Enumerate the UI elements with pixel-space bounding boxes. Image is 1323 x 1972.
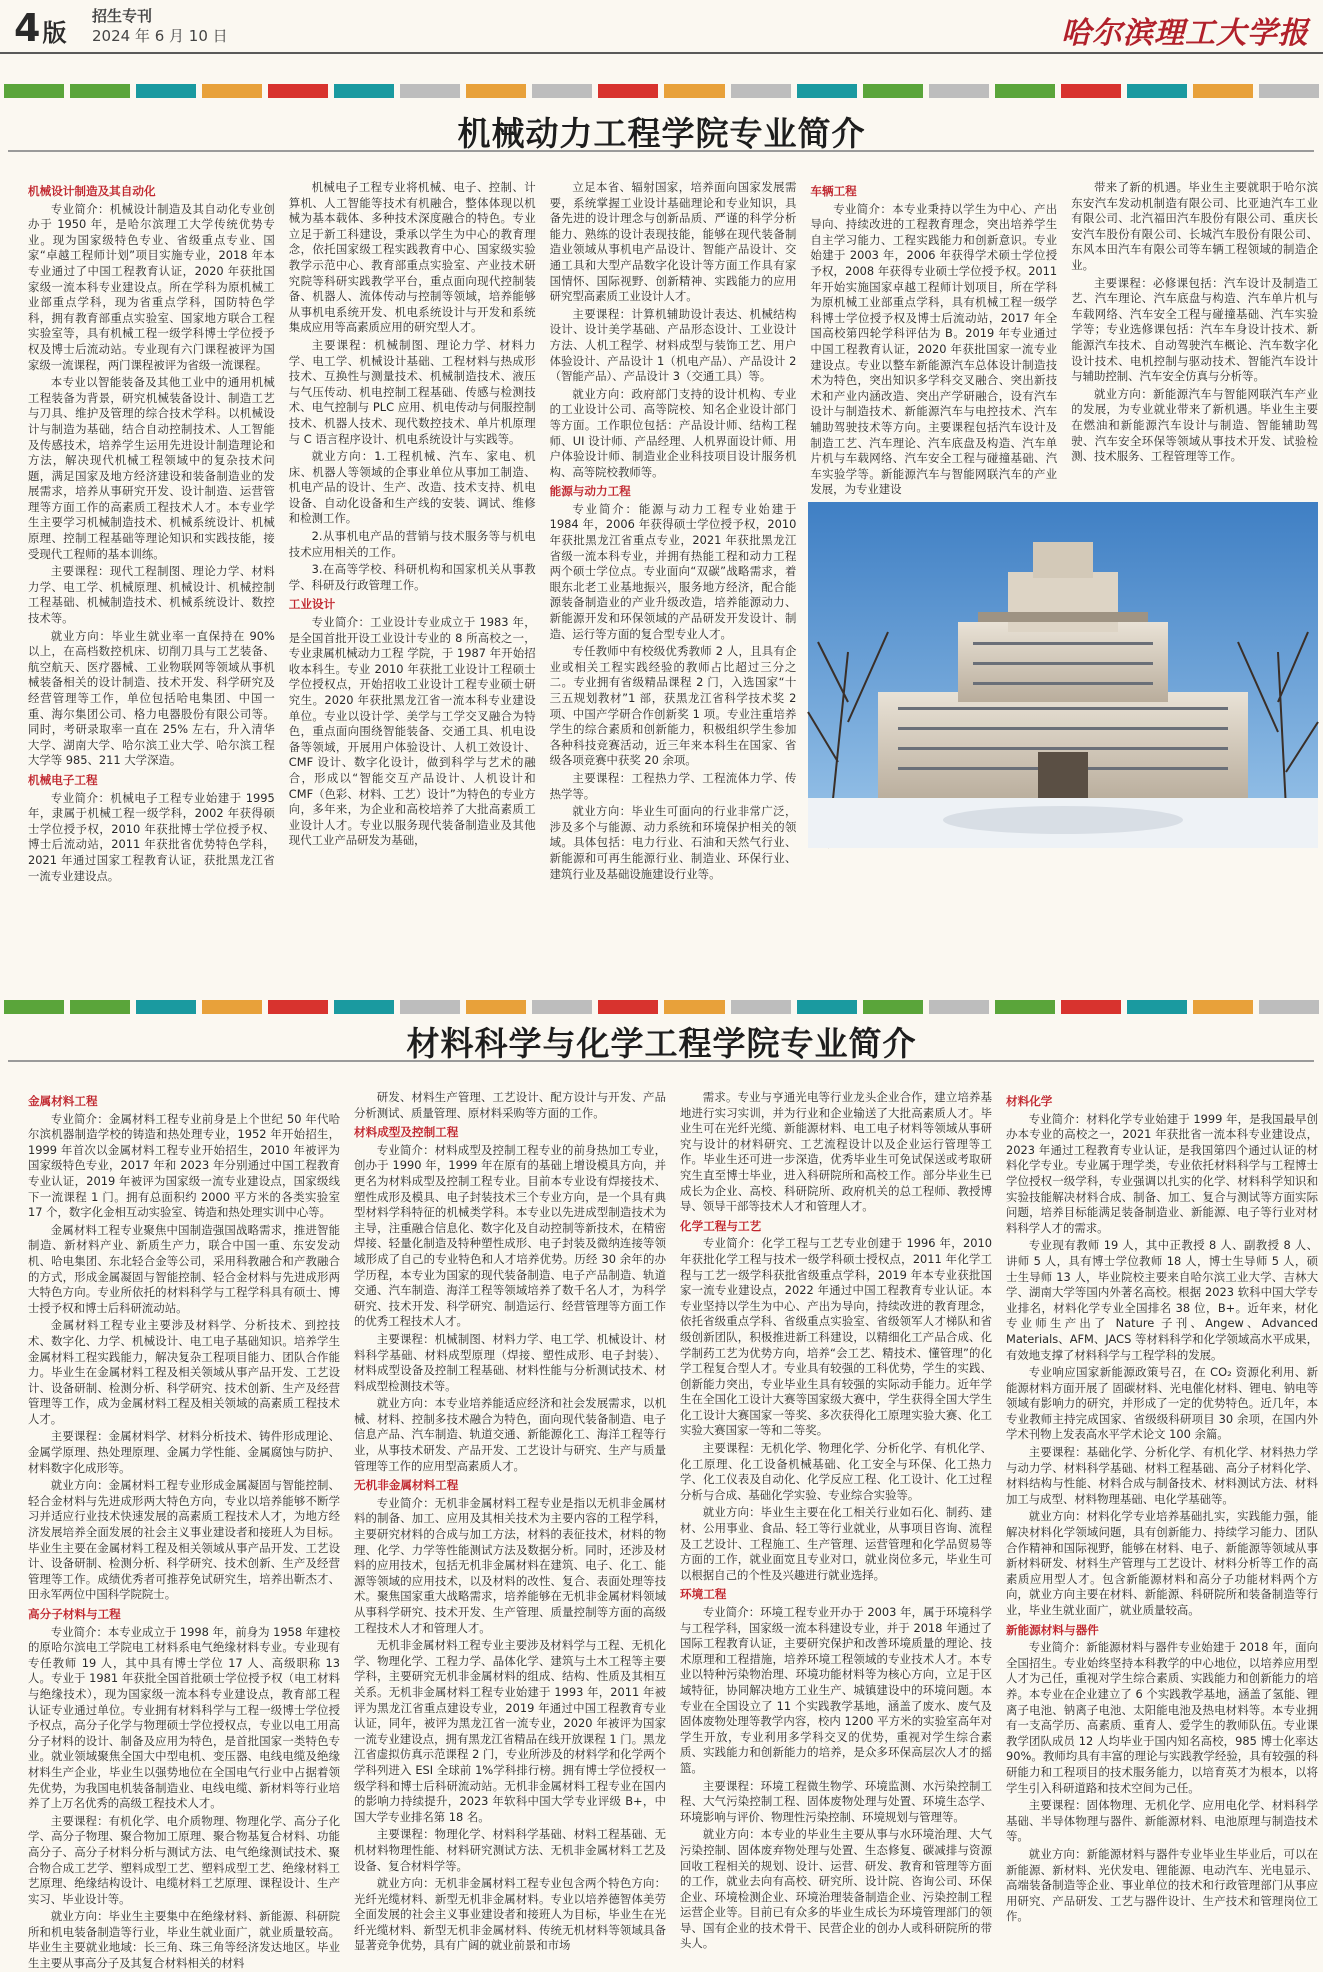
paragraph: 专业简介：工业设计专业成立于 1983 年，是全国首批开设工业设计专业的 8 所高校之一，专业隶属机械动力工程 学院，于 1987 年开始招收本科生。专业 2010 年获批工业设计工程硕士学位授权点，开始招收工业设计工程专业硕士研究生。2020 年获批黑龙江省一流本科专业建设单位。专业以设计学、美学与工学交叉融合为特色，重点面向围绕智能装备、交通工具、机电设备等领域，开展用户体验设计、人机工效设计、CMF 设计、数字化设计，做到科学与艺术的融合，形成以“智能交互产品设计、人机设计和 CMF（色彩、材料、工艺）设计”为特色的专业方向，多年来，为企业和高校培养了大批高素质工业设计人才。专业以服务现代装备制造业及其他现代工业产品研发为基础， <box>288 615 536 848</box>
color-bar-segment <box>1127 1000 1187 1014</box>
color-bar-middle <box>0 1000 1323 1014</box>
masthead-rule <box>0 52 1323 54</box>
page-number: 4版 <box>14 6 67 50</box>
color-bar-segment <box>400 84 460 98</box>
color-bar-segment <box>929 1000 989 1014</box>
major-heading: 工业设计 <box>288 597 336 612</box>
paragraph: 专业简介：环境工程专业开办于 2003 年，属于环境科学与工程学科，国家级一流本科建设专业，并于 2018 年通过了国际工程教育认证，主要研究保护和改善环境质量的理论、技术原理和工程措施，培养环境工程领域的专业技术人才。本专业以特种污染物治理、环境功能材料等为核心方向，立足于区域特征，协同解决地方工业生产、城镇建设中的环境问题。本专业在全国设立了 11 个实践教学基地，涵盖了废水、废气及固体废物处理等教学内容，校内 1200 平方米的实验室高年对学生开放，专业利用多学科交叉的优势，重视对学生综合素质、实践能力和创新能力的培养，是众多环保高层次人才的摇篮。 <box>680 1605 992 1775</box>
color-bar-segment <box>731 1000 791 1014</box>
color-bar-segment <box>400 1000 460 1014</box>
paragraph: 专业现有教师 19 人，其中正教授 8 人、副教授 8 人、讲师 5 人，具有博士学位教师 18 人，博士生导师 5 人，硕士生导师 13 人，毕业院校主要来自哈尔滨工业大学、吉林大学、湖南大学等国内外著名高校。根据 2023 软科中国大学专业排名，材料化学专业全国排名 38 位，B+。近年来，材化专业师生产出了 Nature 子刊、Angew、Advanced Materials、AFM、JACS 等材料科学和化学领域高水平成果，有效地支撑了材料科学与工程学科的发展。 <box>1006 1238 1318 1362</box>
paragraph: 主要课程：现代工程制图、理论力学、材料力学、电工学、机械原理、机械设计、机械控制工程基础、机械制造技术、机械系统设计、数控技术等。 <box>28 564 275 626</box>
color-bar-segment <box>1061 84 1121 98</box>
section2-column-2 <box>354 1090 666 1953</box>
paragraph: 专业简介：本专业秉持以学生为中心、产出导向、持续改进的工程教育理念，突出培养学生自主学习能力、工程实践能力和创新意识。专业始建于 2003 年，2006 年获得学术硕士学位授予权，2008 年获得专业硕士学位授予权。2011 年开始实施国家卓越工程师计划项目，所在学科为原机械工业部重点学科，具有机械工程一级学科博士学位授予权及博士后流动站，2017 年全国高校第四轮学科评估为 B。2019 年专业通过中国工程教育认证，2020 年获批国家一流专业建设点。专业以整车新能源汽车总体设计制造技术为特色，突出知识多学科交叉融合、突出新技术和产业内涵改造、突出产学研融合，设有汽车设计与制造技术、新能源汽车与电控技术、汽车辅助驾驶技术等方向。主要课程包括汽车设计及制造工艺、汽车理论、汽车底盘及构造、汽车单片机与车载网络、汽车安全工程与碰撞基础、汽车实验学等。新能源汽车与智能网联汽车的产业发展，为专业建设 <box>810 201 1058 497</box>
paragraph: 研发、材料生产管理、工艺设计、配方设计与开发、产品分析测试、质量管理、原材料采购等方面的工作。 <box>354 1090 666 1120</box>
paragraph: 专业简介：金属材料工程专业前身是上个世纪 50 年代哈尔滨机器制造学校的铸造和热处理专业，1952 年开始招生，1999 年首次以金属材料工程专业开始招生，2010 年被评为国家级特色专业，2017 年和 2023 年分别通过中国工程教育专业认证，2019 年被评为国家级一流专业建设点，国家级线下一流课程 1 门。拥有总面积约 2000 平方米的各类实验室 17 个，数字化金相互动实验室、铸造和热处理实训中心等。 <box>28 1111 340 1220</box>
paragraph: 专业简介：本专业成立于 1998 年，前身为 1958 年建校的原哈尔滨电工学院电工材料系电气绝缘材料专业。专业现有专任教师 19 人，其中具有博士学位 17 人、高级职称 13 人。专业于 1981 年获批全国首批硕士学位授予权（电工材料与绝缘技术），现为国家级一流本科专业建设点，教育部工程认证专业通过单位。专业拥有材料科学与工程一级博士学位授予权点，高分子化学与物理硕士学位授权点，专业以电工用高分子材料的设计、制备及应用为特色，是首批国家一类特色专业。就业领域聚焦全国大中型电机、变压器、电线电缆及绝缘材料生产企业，毕业生以强势地位在全国电气行业中占据着领先优势，为我国电机装备制造业、电线电缆、新材料等行业培养了上万名优秀的高级工程技术人才。 <box>28 1624 340 1811</box>
paragraph: 专业简介：材料化学专业始建于 1999 年，是我国最早创办本专业的高校之一，2021 年获批省一流本科专业建设点，2023 年通过工程教育专业认证，是我国第四个通过认证的材料化学专业。专业属于理学类，专业依托材料科学与工程博士学位授权一级学科，专业强调以扎实的化学、材料科学知识和实验技能解决材料合成、制备、加工、复合与测试等方面实际问题，培养目标能满足装备制造业、新能源、电子等行业对材料科学人才的需求。 <box>1006 1111 1318 1235</box>
campus-building-image <box>808 502 1318 848</box>
paragraph: 就业方向：本专业培养能适应经济和社会发展需求，以机械、材料、控制多技术融合为特色，面向现代装备制造、电子信息产品、汽车制造、轨道交通、新能源化工、海洋工程等行业，从事技术研发、产品开发、工艺设计与研究、生产与质量管理等工作的应用型高素质人才。 <box>354 1396 666 1473</box>
section1-title: 机械动力工程学院专业简介 <box>457 114 866 153</box>
color-bar-segment <box>4 1000 64 1014</box>
section1-column-2 <box>289 180 536 880</box>
paragraph: 就业方向：政府部门支持的设计机构、专业的工业设计公司、高等院校、知名企业设计部门等方面。工作职位包括：产品设计师、结构工程师、UI 设计师、产品经理、人机界面设计师、用户体验设计师、制造业企业科技项目设计服务机构、高等院校教师等。 <box>549 386 797 479</box>
color-bar-segment <box>466 1000 526 1014</box>
masthead-meta <box>92 6 228 46</box>
paragraph: 主要课程：基础化学、分析化学、有机化学、材料热力学与动力学、材料科学基础、材料工程基础、高分子材料化学、材料结构与性能、材料合成与制备技术、材料测试方法、材料加工与成型、材料物理基础、电化学基础等。 <box>1006 1445 1318 1506</box>
major-heading: 机械电子工程 <box>28 772 98 787</box>
section1-column-3 <box>550 180 797 880</box>
section1-column-5 <box>1071 180 1318 492</box>
paragraph: 就业方向：毕业生主要在化工相关行业如石化、制药、建材、公用事业、食品、轻工等行业就业，从事项目咨询、流程及工艺设计、工程施工、生产管理、运营管理和化学品贸易等方面的工作，就业面宽且专业对口，就业岗位多元，毕业生可以根据自己的个性及兴趣进行就业选择。 <box>680 1505 992 1582</box>
paragraph: 主要课程：有机化学、电介质物理、物理化学、高分子化学、高分子物理、聚合物加工原理、聚合物基复合材料、功能高分子、高分子材料分析与测试方法、电气绝缘测试技术、聚合物合成工艺学、塑料成型工艺、塑料成型工艺、绝缘材料工艺原理、绝缘结构设计、电缆材料工艺原理、课程设计、生产实习、毕业设计等。 <box>28 1813 340 1906</box>
color-bar-segment <box>1193 1000 1253 1014</box>
major-heading: 金属材料工程 <box>28 1094 98 1108</box>
paragraph: 主要课程：机械制图、理论力学、材料力学、电工学、机械设计基础、工程材料与热成形技术、互换性与测量技术、机械制造技术、液压与气压传动、机电控制工程基础、传感与检测技术、电气控制与 PLC 应用、机电传动与伺服控制技术、机器人技术、现代数控技术、单片机原理与 C 语言程序设计、机电系统设计与实践等。 <box>288 337 536 446</box>
color-bar-segment <box>334 1000 394 1014</box>
color-bar-segment <box>70 1000 130 1014</box>
paragraph: 就业方向：无机非金属材料工程专业包含两个特色方向：光纤光缆材料、新型无机非金属材料。专业以培养德智体美劳全面发展的社会主义事业建设者和接班人为目标，毕业生在光纤光缆材料、新型无机非金属材料、传统无机材料等领域具备显著竞争优势，具有广阔的就业前景和市场 <box>354 1876 666 1953</box>
section2-title: 材料科学与化学工程学院专业简介 <box>406 1024 917 1063</box>
color-bar-segment <box>929 84 989 98</box>
masthead <box>0 0 1323 60</box>
color-bar-segment <box>1259 1000 1319 1014</box>
color-bar-segment <box>70 84 130 98</box>
color-bar-top <box>0 84 1323 98</box>
paragraph: 机械电子工程专业将机械、电子、控制、计算机、人工智能等技术有机融合，整体体现以机械为基本载体、多种技术深度融合的特色。专业立足于新工科建设，秉承以学生为中心的教育理念，依托国家级工程实践教育中心、国家级实验教学示范中心、教育部重点实验室、产业技术研究院等科研实践教学平台，重点面向现代控制装备、机器人、流体传动与控制等领域，培养能够从事机电系统开发、机电系统设计与开发和系统集成应用等高素质应用的研究型人才。 <box>288 180 536 335</box>
color-bar-segment <box>664 1000 724 1014</box>
paragraph: 主要课程：必修课包括：汽车设计及制造工艺、汽车理论、汽车底盘与构造、汽车单片机与车载网络、汽车安全工程与碰撞基础、汽车实验学等；专业选修课包括：汽车车身设计技术、新能源汽车技术、自动驾驶汽车概论、汽车数字化设计技术、电机控制与驱动技术、智能汽车设计与辅助控制、汽车安全仿真与分析等。 <box>1071 275 1318 384</box>
paragraph: 本专业以智能装备及其他工业中的通用机械工程装备为背景，研究机械装备设计、制造工艺与刀具、维护及管理的综合技术学科。以机械设计与制造为基础，结合自动控制技术、人工智能及传感技术，培养学生运用先进设计制造理论和方法，解决现代机械工程领域中的复杂技术问题，满足国家及地方经济建设和装备制造业的发展需求，培养从事研究开发、设计制造、运营管理等方面工作的高素质工程技术人才。本专业学生主要学习机械制造技术、机械系统设计、机械原理、控制工程基础等理论知识和实践技能，接受现代工程师的基本训练。 <box>28 375 275 561</box>
color-bar-segment <box>532 1000 592 1014</box>
paragraph: 金属材料工程专业聚焦中国制造强国战略需求，推进智能制造、新材料产业、新质生产力，联合中国一重、东安发动机、哈电集团、东北轻合金等公司，采用科教融合和产教融合的方式，形成金属凝固与智能控制、轻合金材料与先进成形两大特色方向。专业所依托的材料科学与工程学科具有硕士、博士授予权和博士后科研流动站。 <box>28 1222 340 1315</box>
paragraph: 主要课程：计算机辅助设计表达、机械结构设计、设计美学基础、产品形态设计、工业设计方法、人机工程学、材料成型与装饰工艺、用户体验设计、产品设计 1（机电产品）、产品设计 2（智能产品）、产品设计 3（交通工具）等。 <box>549 306 797 384</box>
paragraph: 专任教师中有校级优秀教师 2 人，且具有企业或相关工程实践经验的教师占比超过三分之二。专业拥有省级精品课程 2 门，入选国家“十三五规划教材”1 部，获黑龙江省科学技术奖 2 项、中国产学研合作创新奖 1 项。专业注重培养学生的综合素质和创新能力，积极组织学生参加各种科技竞赛活动，近三年来本科生在国家、省级各项竞赛中获奖 20 余项。 <box>549 644 797 768</box>
major-heading: 高分子材料与工程 <box>28 1607 121 1621</box>
section1-column-4 <box>810 180 1058 497</box>
paragraph: 就业方向：本专业的毕业生主要从事与水环境治理、大气污染控制、固体废弃物处理与处置、生态修复、碳减排与资源回收工程相关的规划、设计、运营、研发、教育和管理等方面的工作，就业去向有高校、研究所、设计院、咨询公司、环保企业、环境检测企业、环境治理装备制造企业、污染控制工程运营企业等。目前已有众多的毕业生成长为环境管理部门的领导、国有企业的技术骨干、民营企业的创办人或科研院所的带头人。 <box>680 1827 992 1951</box>
major-heading: 环境工程 <box>680 1587 727 1602</box>
color-bar-segment <box>1061 1000 1121 1014</box>
section2-body <box>28 1090 1318 1971</box>
color-bar-segment <box>797 1000 857 1014</box>
paragraph: 就业方向：毕业生主要集中在绝缘材料、新能源、科研院所和机电装备制造等行业，毕业生就业面广，就业质量较高。毕业生主要就业地域：长三角、珠三角等经济发达地区。毕业生主要从事高分子及其复合材料相关的材料 <box>28 1909 340 1971</box>
color-bar-segment <box>863 1000 923 1014</box>
color-bar-segment <box>532 84 592 98</box>
color-bar-segment <box>4 84 64 98</box>
color-bar-segment <box>731 84 791 98</box>
color-bar-segment <box>1127 84 1187 98</box>
color-bar-segment <box>1193 84 1253 98</box>
paragraph: 专业简介：新能源材料与器件专业始建于 2018 年，面向全国招生。专业始终坚持本科教学的中心地位，以培养应用型人才为己任，重视对学生综合素质、实践能力和创新能力的培养。本专业在企业建立了 6 个实践教学基地，涵盖了氢能、锂离子电池、钠离子电池、太阳能电池及热电材料等。本专业拥有一支高学历、高素质、重育人、爱学生的教师队伍。专业课教学团队成员 12 人均毕业于国内知名高校，985 博士化率达 90%。教师均具有丰富的理论与实践教学经验，具有较强的科研能力和工程项目的技术服务能力，以培育英才为根本，以将学生引入科研道路和技术空间为己任。 <box>1006 1640 1318 1795</box>
color-bar-segment <box>797 84 857 98</box>
paragraph: 无机非金属材料工程专业主要涉及材料学与工程、无机化学、物理化学、工程力学、晶体化学、建筑与土木工程等主要学科，主要研究无机非金属材料的组成、结构、性质及其相互关系。无机非金属材料工程专业始建于 1993 年，2011 年被评为黑龙江省重点建设专业，2019 年通过中国工程教育专业认证，同年，被评为黑龙江省一流专业，2020 年被评为国家一流专业建设点，拥有黑龙江省精品在线开放课程 1 门。黑龙江省虚拟仿真示范课程 2 门，专业所涉及的材料学和化学两个学科列进入 ESI 全球前 1%学科排行榜。拥有博士学位授权一级学科和博士后科研流动站。无机非金属材料工程专业在国内的影响力持续提升，2023 年软科中国大学专业评级 B+，中国大学专业排名第 18 名。 <box>354 1638 666 1824</box>
paragraph: 3.在高等学校、科研机构和国家机关从事教学、科研及行政管理工作。 <box>288 562 536 592</box>
color-bar-segment <box>466 84 526 98</box>
major-heading: 能源与动力工程 <box>549 484 631 499</box>
paragraph: 就业方向：毕业生可面向的行业非常广泛，涉及多个与能源、动力系统和环境保护相关的领域。具体包括：电力行业、石油和天然气行业、新能源和可再生能源行业、制造业、环保行业、建筑行业及基础设施建设行业等。 <box>549 804 797 881</box>
newspaper-name: 哈尔滨理工大学报 <box>1061 16 1309 51</box>
section2-column-3 <box>680 1090 992 1951</box>
color-bar-segment <box>995 1000 1055 1014</box>
paragraph: 专业简介：化学工程与工艺专业创建于 1996 年，2010 年获批化学工程与技术一级学科硕士授权点，2011 年化学工程与工艺一级学科获批省级重点学科，2019 年本专业获批国家一流专业建设点，2022 年通过中国工程教育专业认证。本专业坚持以学生为中心、产出为导向，持续改进的教育理念，依托省级重点学科、省级重点实验室、省级领军人才梯队和省级创新团队，积极推进新工科建设，以精细化工产品合成、化学制药工艺为优势方向，培养“会工艺、精技术、懂管理”的化学工程复合型人才。专业具有较强的工科优势，学生的实践、创新能力突出，专业毕业生具有较强的实际动手能力。近年学生在全国化工设计大赛等国家级大赛中，学生获得全国大学生化工设计大赛国家一等奖、多次获得化工原理实验大赛、化工实验大赛国家一等和二等奖。 <box>680 1236 992 1438</box>
major-heading: 无机非金属材料工程 <box>354 1478 459 1493</box>
paragraph: 专业简介：无机非金属材料工程专业是指以无机非金属材料的制备、加工、应用及其相关技术为主要内容的工程学科，主要研究材料的合成与加工方法，材料的表征技术，材料的物理、化学、力学等性能测试方法及数据分析。同时，还涉及材料的应用技术，包括无机非金属材料在建筑、电子、化工、能源等领域的应用技术，以及材料的改性、复合、表面处理等技术。聚焦国家重大战略需求，培养能够在无机非金属材料领域从事科学研究、技术开发、生产管理、质量控制等方面的高级工程技术人才和管理人才。 <box>354 1495 666 1635</box>
paragraph: 立足本省、辐射国家，培养面向国家发展需要，系统掌握工业设计基础理论和专业知识，具备先进的设计理念与创新品质、严谨的科学分析能力、熟练的设计表现技能，能够在现代装备制造业领域从事机电产品设计、智能产品设计、交通工具和大型产品数字化设计等方面工作具有家国情怀、国际视野、创新精神、实践能力的应用研究型高素质工业设计人才。 <box>549 180 797 304</box>
issue-date: 2024 年 6 月 10 日 <box>92 27 228 45</box>
color-bar-segment <box>598 84 658 98</box>
section2-column-4 <box>1006 1090 1318 1924</box>
campus-photo <box>808 502 1318 848</box>
paragraph: 就业方向：金属材料工程专业形成金属凝固与智能控制、轻合金材料与先进成形两大特色方向，专业以培养能够不断学习并适应行业技术快速发展的高素质工程技术人才，为地方经济发展培养全面发展的社会主义事业建设者和接班人为目标。毕业生主要在金属材料工程及相关领域从事产品开发、工艺设计、设备研制、检测分析、科学研究、技术创新、生产及经营管理等工作。成绩优秀者可推荐免试研究生，培养出靳杰才、田永军两位中国科学院院士。 <box>28 1478 340 1602</box>
major-heading: 车辆工程 <box>810 184 857 198</box>
color-bar-segment <box>995 84 1055 98</box>
paragraph: 就业方向：毕业生就业率一直保持在 90% 以上，在高档数控机床、切削刀具与工艺装备、航空航天、医疗器械、工业物联网等领域从事机械装备相关的设计制造、技术开发、科学研究及经营管理等工作，单位包括哈电集团、中国一重、海尔集团公司、格力电器股份有限公司等。同时，考研录取率一直在 25% 左右，升入清华大学、湖南大学、哈尔滨工业大学、哈尔滨工程大学等 985、211 大学深造。 <box>28 628 275 768</box>
paragraph: 专业简介：能源与动力工程专业始建于 1984 年，2006 年获得硕士学位授予权，2010 年获批黑龙江省重点专业，2021 年获批黑龙江省级一流本科专业，并拥有热能工程和动力工程两个硕士学位点。专业面向“双碳”战略需求，着眼东北老工业基地振兴，服务地方经济，配合能源装备制造业的产业升级改造，培养能源动力、新能源开发和环保领域的产品研发开发设计、制造、运行等方面的复合型专业人才。 <box>549 501 797 641</box>
paragraph: 专业响应国家新能源政策号召，在 CO₂ 资源化利用、新能源材料方面开展了 固碳材料、光电催化材料、锂电、钠电等领域有影响力的研究，并形成了一定的优势特色。近几年，本专业教师主持完成国家、省级级科研项目 30 余项，在国内外学术刊物上发表高水平学术论文 100 余篇。 <box>1006 1365 1318 1442</box>
color-bar-segment <box>268 84 328 98</box>
paragraph: 带来了新的机遇。毕业生主要就职于哈尔滨东安汽车发动机制造有限公司、比亚迪汽车工业有限公司、北汽福田汽车股份有限公司、重庆长安汽车股份有限公司、长城汽车股份有限公司、东风本田汽车有限公司等车辆工程领域的制造企业。 <box>1071 180 1318 272</box>
paragraph: 就业方向：1.工程机械、汽车、家电、机床、机器人等领域的企事业单位从事加工制造、机电产品的设计、生产、改造、技术支持、机电设备、自动化设备和生产线的安装、调试、维修和检测工作。 <box>288 449 536 526</box>
paragraph: 2.从事机电产品的营销与技术服务等与机电技术应用相关的工作。 <box>288 529 536 559</box>
major-heading: 材料成型及控制工程 <box>354 1125 459 1140</box>
paragraph: 主要课程：金属材料学、材料分析技术、铸件形成理论、金属学原理、热处理原理、金属力学性能、金属腐蚀与防护、材料数字化成形等。 <box>28 1429 340 1475</box>
color-bar-segment <box>268 1000 328 1014</box>
color-bar-segment <box>334 84 394 98</box>
color-bar-segment <box>202 84 262 98</box>
paragraph: 主要课程：环境工程微生物学、环境监测、水污染控制工程、大气污染控制工程、固体废物处理与处置、环境生态学、环境影响与评价、物理性污染控制、环境规划与管理等。 <box>680 1778 992 1824</box>
major-heading: 材料化学 <box>1006 1094 1053 1108</box>
paragraph: 主要课程：机械制图、材料力学、电工学、机械设计、材料科学基础、材料成型原理（焊接、塑性成形、电子封装）、材料成型设备及控制工程基础、材料性能与分析测试技术、材料成型检测技术等。 <box>354 1331 666 1393</box>
paragraph: 金属材料工程专业主要涉及材料学、分析技术、到控技术、数字化、力学、机械设计、电工电子基础知识。培养学生金属材料工程实践能力，解决复杂工程项目能力、团队合作能力。毕业生在金属材料工程及相关领域从事产品开发、工艺设计、设备研制、检测分析、科学研究、技术创新、生产及经营管理等工作，成为金属材料工程及相关领域的高素质工程技术人才。 <box>28 1318 340 1426</box>
color-bar-segment <box>136 1000 196 1014</box>
color-bar-segment <box>863 84 923 98</box>
section1-column-1 <box>28 180 275 883</box>
paragraph: 就业方向：材料化学专业培养基础扎实，实践能力强，能解决材料化学领域问题，具有创新能力、持续学习能力、团队合作精神和国际视野，能够在材料、电子、新能源等领域从事新材料研发、材料生产管理与工艺设计、材料分析等工作的高素质应用型人才。包含新能源材料和高分子功能材料两个方向，就业方向主要在材料、新能源、科研院所和装备制造等行业，毕业生就业面广，就业质量较高。 <box>1006 1509 1318 1617</box>
major-heading: 新能源材料与器件 <box>1006 1622 1099 1637</box>
color-bar-segment <box>598 1000 658 1014</box>
paragraph: 主要课程：无机化学、物理化学、分析化学、有机化学、化工原理、化工设备机械基础、化工安全与环保、化工热力学、化工仪表及自动化、化学反应工程、化工设计、化工过程分析与合成、基础化学实验、专业综合实验等。 <box>680 1441 992 1502</box>
major-heading: 化学工程与工艺 <box>680 1218 762 1233</box>
color-bar-segment <box>202 1000 262 1014</box>
paragraph: 就业方向：新能源汽车与智能网联汽车产业的发展，为专业就业带来了新机遇。毕业生主要在燃油和新能源汽车设计与制造、智能辅助驾驶、汽车安全环保等领域从事技术开发、试验检测、技术服务、工程管理等工作。 <box>1071 386 1318 464</box>
paragraph: 需求。专业与亨通光电等行业龙头企业合作，建立培养基地进行实习实训，并为行业和企业输送了大批高素质人才。毕业生可在光纤光缆、新能源材料、电工电子材料等领域从事研究与设计的材料研究、工艺流程设计以及企业运行管理等工作。毕业生还可进一步深造，优秀毕业生可免试保送或考取研究生直至博士毕业，进入科研院所和高校工作。部分毕业生已成长为企业、高校、科研院所、政府机关的总工程师、教授博导、领导干部等技术人才和管理人才。 <box>680 1090 992 1214</box>
paragraph: 专业简介：机械设计制造及其自动化专业创办于 1950 年，是哈尔滨理工大学传统优势专业。现为国家级特色专业、省级重点专业、国家“卓越工程师计划”项目实施专业，2018 年本专业通过了中国工程教育认证，2020 年获批国家级一流本科专业建设点。所在学科为原机械工业部重点学科，现为省重点学科，国防特色学科，拥有教育部重点实验室、国家地方联合工程实验室等，具有机械工程一级学科博士学位授予权及博士后流动站。专业现有六门课程被评为国家级一流课程，两门课程被评为省级一流课程。 <box>28 201 275 372</box>
paragraph: 主要课程：物理化学、材料科学基础、材料工程基础、无机材料物理性能、材料研究测试方法、无机非金属材料工艺及设备、复合材料学等。 <box>354 1827 666 1873</box>
section2-column-1 <box>28 1090 340 1971</box>
color-bar-segment <box>664 84 724 98</box>
paragraph: 专业简介：材料成型及控制工程专业的前身热加工专业，创办于 1990 年，1999 年在原有的基础上增设模具方向，并更名为材料成型及控制工程专业。目前本专业设有焊接技术、塑性成形及模具、电子封装技术三个专业方向，是一个具有典型材料学科特征的机械类学科。本专业以先进成型制造技术为主导，注重融合信息化、数字化及自动控制等新技术，在精密焊接、轻量化制造及特种塑性成形、电子封装及微纳连接等领域形成了自己的专业特色和人才培养优势。历经 30 余年的办学历程，本专业为国家的现代装备制造、电子产品制造、轨道交通、汽车制造、海洋工程等领域培养了数千名人才，为科学研究、技术开发、科学研究、制造运行、经营管理等方面工作的优秀工程技术人才。 <box>354 1142 666 1329</box>
paragraph: 专业简介：机械电子工程专业始建于 1995 年，隶属于机械工程一级学科，2002 年获得硕士学位授予权，2010 年获批博士学位授予权、博士后流动站，2011 年获批省优势特色学科，2021 年通过国家工程教育认证，获批黑龙江省一流专业建设点。 <box>28 790 275 883</box>
paragraph: 主要课程：固体物理、无机化学、应用电化学、材料科学基础、半导体物理与器件、新能源材料、电池原理与制造技术等。 <box>1006 1798 1318 1844</box>
major-heading: 机械设计制造及其自动化 <box>28 184 156 198</box>
color-bar-segment <box>1259 84 1319 98</box>
color-bar-segment <box>136 84 196 98</box>
section-name: 招生专刊 <box>92 7 153 25</box>
paragraph: 就业方向：新能源材料与器件专业毕业生毕业后，可以在新能源、新材料、光伏发电、锂能源、电动汽车、光电显示、高端装备制造等企业、事业单位的技术和行政管理部门从事应用研究、产品研发、工艺与器件设计、生产技术和管理岗位工作。 <box>1006 1846 1318 1924</box>
paragraph: 主要课程：工程热力学、工程流体力学、传热学等。 <box>549 770 797 801</box>
